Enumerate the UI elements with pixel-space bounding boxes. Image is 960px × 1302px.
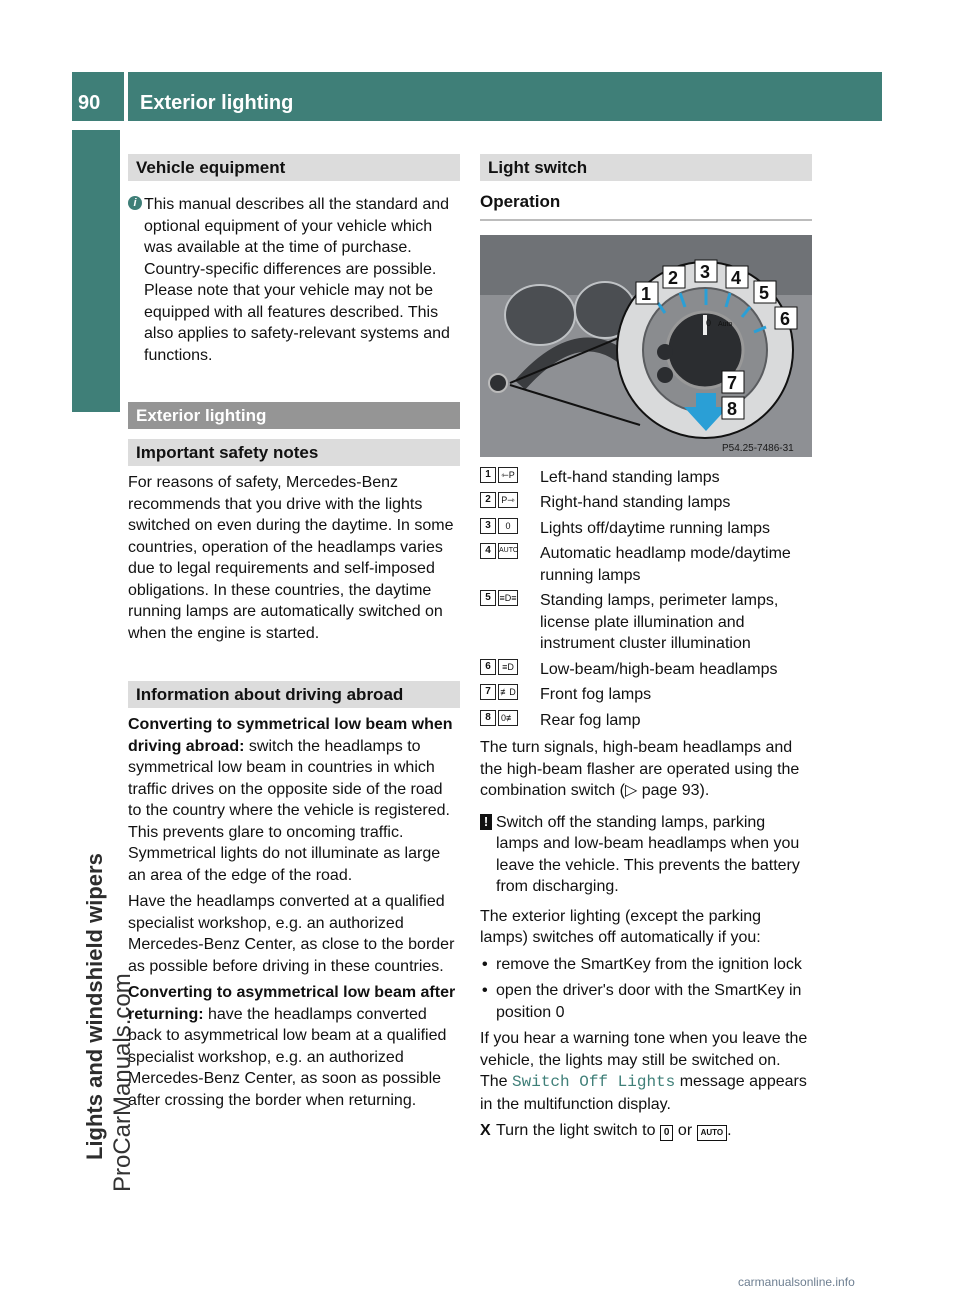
legend-item <box>480 492 812 514</box>
abroad-p3-bold: Converting to asymmetrical low beam after returning: <box>128 984 456 1023</box>
bullet-icon: • <box>482 955 488 973</box>
action-text: Turn the light switch to <box>496 1122 660 1139</box>
warning-tone-paragraph <box>480 1028 812 1115</box>
chapter-title: Exterior lighting <box>140 92 294 114</box>
action-step <box>480 1120 812 1142</box>
bullet-icon: • <box>482 982 488 999</box>
display-message: Switch Off Lights <box>512 1073 676 1091</box>
safety-notes-heading: Important safety notes <box>128 439 460 466</box>
legend-text: Standing lamps, perimeter lamps, license plate illumination and instrument cluster illumination <box>540 592 779 652</box>
legend-item <box>480 543 812 586</box>
legend-item <box>480 684 812 706</box>
abroad-p3-text: have the headlamps converted back to asymmetrical low beam at a qualified specialist workshop, e.g. an authorized Mercedes-Benz Center, as soon as possible after crossing the border when returning. <box>128 1005 447 1109</box>
page-number: 90 <box>78 92 101 114</box>
auto-off-paragraph: The exterior lighting (except the parking lamps) switches off automatically if you: <box>480 907 762 946</box>
info-note <box>128 194 460 366</box>
tone-text-1: If you hear a warning tone when you leave the vehicle, the lights may still be switched on. The <box>480 1030 808 1090</box>
switch-label-zero: 0 <box>706 317 712 328</box>
callout-7: 7 <box>727 372 738 393</box>
lights-off-icon: 0 <box>498 518 518 534</box>
action-or: or <box>673 1122 697 1139</box>
auto-headlamp-icon: AUTO <box>697 1125 728 1141</box>
legend-number: 7 <box>480 684 496 700</box>
safety-text: For reasons of safety, Mercedes-Benz recommends that you drive with the lights switched on even during the daytime. In some countries, operation of the headlamps varies due to legal requirements and self-imposed obligations. In these countries, the daytime running lamps are automatically switched on when the engine is started. <box>128 474 454 642</box>
legend-number: 1 <box>480 467 496 483</box>
low-beam-icon: ≡D <box>498 659 518 675</box>
footer-watermark: carmanualsonline.info <box>738 1275 855 1289</box>
light-switch-illustration <box>480 235 812 457</box>
vertical-watermark: ProCarManuals.com <box>109 973 136 1192</box>
abroad-p1-text: switch the headlamps to symmetrical low beam in countries in which traffic drives on the opposite side of the road to the country where the vehicle is registered. This prevents glare to oncoming traffic. Symmetrical lights do not illuminate as large an area of the edge of the road. <box>128 737 450 884</box>
exterior-lighting-heading: Exterior lighting <box>128 402 460 429</box>
callout-2: 2 <box>668 267 679 288</box>
rear-fog-lamp-icon: 0≢ <box>498 710 518 726</box>
switch-label-auto: Auto <box>718 320 733 328</box>
lights-off-icon: 0 <box>660 1125 674 1141</box>
callout-6: 6 <box>780 308 791 329</box>
bullet-text: open the driver's door with the SmartKey in position 0 <box>496 982 802 1021</box>
abroad-paragraph-3 <box>128 982 460 1111</box>
legend-text: Left-hand standing lamps <box>540 468 720 486</box>
bullet-text: remove the SmartKey from the ignition lock <box>496 955 802 973</box>
figure-code: P54.25-7486-31 <box>722 442 794 454</box>
legend-text: Low-beam/high-beam headlamps <box>540 660 778 678</box>
legend-number: 5 <box>480 590 496 606</box>
action-end: . <box>727 1122 732 1139</box>
list-item <box>480 980 812 1023</box>
callout-5: 5 <box>759 282 770 303</box>
legend-item <box>480 659 812 681</box>
driving-abroad-heading: Information about driving abroad <box>128 681 460 708</box>
action-arrow-icon: X <box>480 1122 491 1139</box>
abroad-p1-bold: Converting to symmetrical low beam when driving abroad: <box>128 716 453 755</box>
warning-text: Switch off the standing lamps, parking lamps and low-beam headlamps when you leave the vehicle. This prevents the battery from discharging. <box>496 813 800 895</box>
legend-list <box>480 467 812 732</box>
legend-text: Right-hand standing lamps <box>540 494 731 511</box>
list-item <box>480 954 812 976</box>
legend-item <box>480 590 812 655</box>
front-fog-lamps-icon: ≢D <box>498 684 518 700</box>
callout-8: 8 <box>727 398 738 419</box>
vehicle-equipment-heading: Vehicle equipment <box>128 154 460 181</box>
left-column <box>128 154 460 1116</box>
legend-number: 8 <box>480 710 496 726</box>
legend-number: 3 <box>480 518 496 534</box>
legend-number: 2 <box>480 492 496 508</box>
tone-text-2: message appears in the multifunction display. <box>480 1073 807 1113</box>
legend-item <box>480 710 812 732</box>
abroad-paragraph-1 <box>128 714 460 886</box>
standing-lamps-icon: ≡D≡ <box>498 590 518 606</box>
operation-subheading: Operation <box>480 191 812 221</box>
turn-signal-paragraph: The turn signals, high-beam headlamps and the high-beam flasher are operated using the combination switch (▷ page 93). <box>480 739 800 799</box>
callout-4: 4 <box>731 267 742 288</box>
legend-text: Rear fog lamp <box>540 711 641 729</box>
warning-note <box>480 812 812 898</box>
legend-item <box>480 518 812 540</box>
callout-1: 1 <box>641 283 652 304</box>
legend-text: Lights off/daytime running lamps <box>540 519 771 537</box>
auto-headlamp-icon: AUTO <box>498 543 518 559</box>
warning-icon: ! <box>480 814 492 830</box>
callout-3: 3 <box>700 261 711 282</box>
light-switch-heading: Light switch <box>480 154 812 181</box>
abroad-paragraph-2: Have the headlamps converted at a qualified specialist workshop, e.g. an authorized Mercedes-Benz Center, as close to the border as possible before driving in these countries. <box>128 893 455 975</box>
info-note-text: This manual describes all the standard and optional equipment of your vehicle which was available at the time of purchase. Country-specific differences are possible. Please note that your vehicle may not be equipped with all features described. This also applies to safety-relevant systems and functions. <box>144 196 450 364</box>
left-standing-lamps-icon: ⇽P <box>498 467 518 483</box>
legend-item <box>480 467 812 489</box>
right-standing-lamps-icon: P⇾ <box>498 492 518 508</box>
legend-number: 6 <box>480 659 496 675</box>
info-icon: i <box>128 196 142 210</box>
legend-text: Front fog lamps <box>540 686 652 703</box>
legend-number: 4 <box>480 543 496 559</box>
side-section-label: Lights and windshield wipers <box>82 853 107 1160</box>
right-column <box>480 154 812 1142</box>
legend-text: Automatic headlamp mode/daytime running lamps <box>540 545 791 584</box>
light-switch-figure <box>480 235 812 457</box>
